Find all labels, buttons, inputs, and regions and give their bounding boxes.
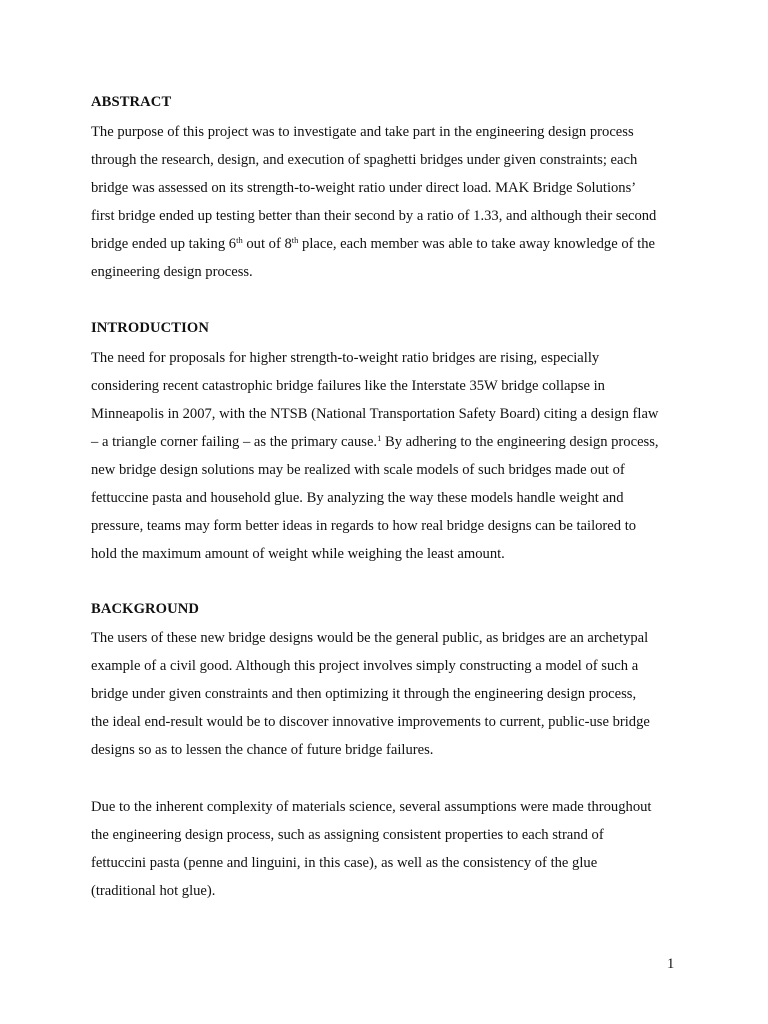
abstract-line-5	[91, 235, 655, 253]
background-line-4: the ideal end-result would be to discover innovative improvements to current, public-use bridge	[91, 714, 650, 730]
abstract-line-6: engineering design process.	[91, 264, 253, 280]
introduction-line-4-after: By adhering to the engineering design process,	[381, 434, 659, 450]
background-heading: BACKGROUND	[91, 601, 200, 617]
background-p2-line-1: Due to the inherent complexity of materials science, several assumptions were made throughout	[91, 799, 652, 815]
abstract-line-4: first bridge ended up testing better than their second by a ratio of 1.33, and although their second	[91, 208, 657, 224]
introduction-heading: INTRODUCTION	[91, 320, 209, 336]
abstract-line-1: The purpose of this project was to investigate and take part in the engineering design process	[91, 124, 634, 140]
abstract-line-5-middle: out of 8	[242, 236, 292, 252]
background-p2-line-3: fettuccini pasta (penne and linguini, in this case), as well as the consistency of the glue	[91, 855, 598, 871]
introduction-line-7: pressure, teams may form better ideas in regards to how real bridge designs can be tailored to	[91, 518, 637, 534]
background-p2-line-4: (traditional hot glue).	[91, 883, 216, 899]
page-number: 1	[667, 956, 675, 972]
background-line-2: example of a civil good. Although this project involves simply constructing a model of such a	[91, 658, 639, 674]
abstract-line-5-before: bridge ended up taking 6	[91, 236, 237, 252]
introduction-line-8: hold the maximum amount of weight while weighing the least amount.	[91, 546, 505, 562]
introduction-line-6: fettuccine pasta and household glue. By analyzing the way these models handle weight and	[91, 490, 624, 506]
background-p2-line-2: the engineering design process, such as assigning consistent properties to each strand of	[91, 827, 604, 843]
footnote-marker: 1	[377, 433, 382, 443]
background-line-3: bridge under given constraints and then optimizing it through the engineering design process,	[91, 686, 637, 702]
introduction-line-4-before: – a triangle corner failing – as the primary cause.	[91, 434, 378, 450]
background-line-1: The users of these new bridge designs would be the general public, as bridges are an archetypal	[91, 630, 649, 646]
background-line-5: designs so as to lessen the chance of future bridge failures.	[91, 742, 434, 758]
superscript-th: th	[291, 235, 299, 245]
introduction-line-3: Minneapolis in 2007, with the NTSB (National Transportation Safety Board) citing a design flaw	[91, 406, 659, 422]
superscript-th: th	[236, 235, 243, 245]
abstract-line-2: through the research, design, and execution of spaghetti bridges under given constraints; each	[91, 152, 638, 168]
introduction-line-2: considering recent catastrophic bridge failures like the Interstate 35W bridge collapse in	[91, 378, 605, 394]
abstract-line-3: bridge was assessed on its strength-to-weight ratio under direct load. MAK Bridge Solutions’	[91, 180, 637, 196]
abstract-line-5-after: place, each member was able to take away knowledge of the	[298, 236, 655, 252]
introduction-line-5: new bridge design solutions may be realized with scale models of such bridges made out of	[91, 462, 625, 478]
abstract-heading: ABSTRACT	[91, 94, 172, 110]
introduction-line-4	[91, 433, 659, 451]
introduction-line-1: The need for proposals for higher strength-to-weight ratio bridges are rising, especially	[91, 350, 600, 366]
